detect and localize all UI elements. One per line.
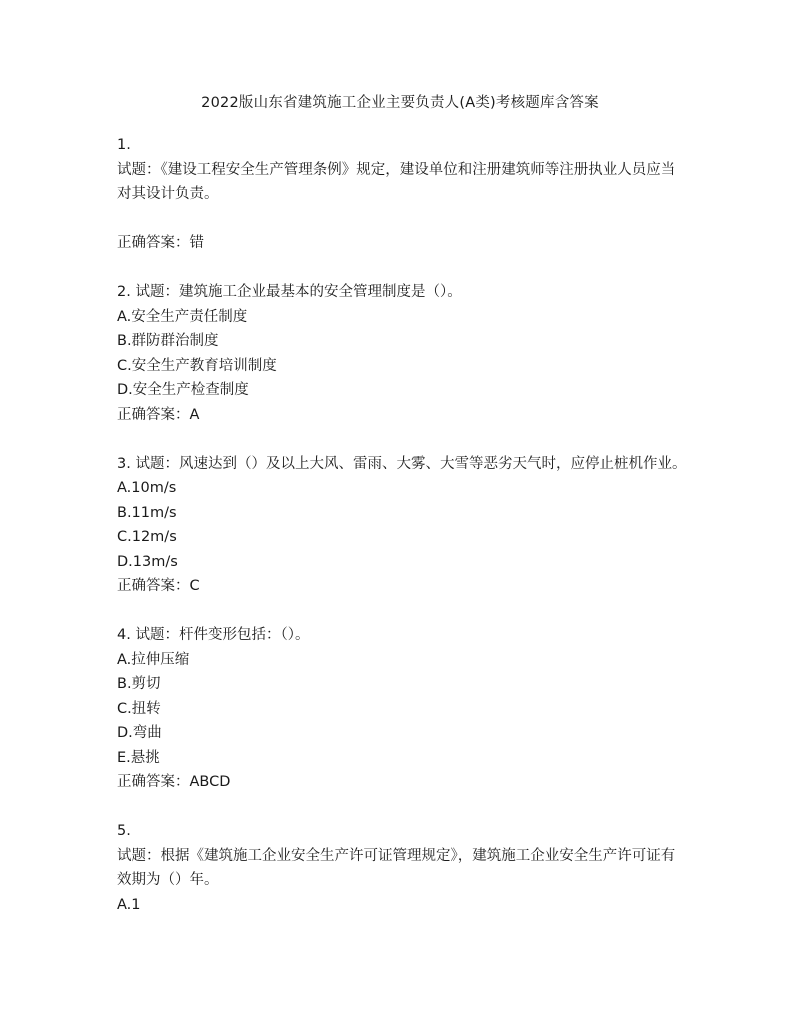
question-4 xyxy=(117,623,697,795)
option-a: A.安全生产责任制度 xyxy=(117,308,248,325)
option-b: B.11m/s xyxy=(117,504,177,521)
question-2 xyxy=(117,280,697,427)
answer-line: 正确答案：ABCD xyxy=(117,774,231,790)
spacer xyxy=(117,427,697,452)
question-stem-line: 效期为（）年。 xyxy=(117,872,219,888)
option-b: B.剪切 xyxy=(117,676,161,692)
spacer xyxy=(117,256,697,281)
option-a: A.10m/s xyxy=(117,480,177,496)
question-stem-line: 对其设计负责。 xyxy=(117,186,219,202)
question-number: 1. xyxy=(117,137,131,153)
option-d: D.安全生产检查制度 xyxy=(117,382,249,398)
answer-line: 正确答案：C xyxy=(117,578,200,594)
question-number: 5. xyxy=(117,823,131,839)
option-a: A.1 xyxy=(117,896,141,913)
question-stem-line: 2. 试题：建筑施工企业最基本的安全管理制度是（）。 xyxy=(117,284,462,300)
spacer xyxy=(117,207,697,232)
answer-line: 正确答案：A xyxy=(117,406,200,423)
option-c: C.12m/s xyxy=(117,529,177,545)
spacer xyxy=(117,599,697,624)
question-3 xyxy=(117,452,697,599)
answer-line: 正确答案：错 xyxy=(117,235,204,251)
question-stem-line: 3. 试题：风速达到（）及以上大风、雷雨、大雾、大雪等恶劣天气时，应停止桩机作业。 xyxy=(117,455,687,472)
option-d: D.13m/s xyxy=(117,553,178,570)
option-c: C.扭转 xyxy=(117,700,161,717)
question-stem-line: 试题：根据《建筑施工企业安全生产许可证管理规定》，建筑施工企业安全生产许可证有 xyxy=(117,847,676,864)
option-b: B.群防群治制度 xyxy=(117,333,219,349)
option-d: D.弯曲 xyxy=(117,725,162,741)
question-list xyxy=(117,133,697,917)
option-c: C.安全生产教育培训制度 xyxy=(117,357,277,374)
question-stem-line: 4. 试题：杆件变形包括：（）。 xyxy=(117,627,310,643)
option-a: A.拉伸压缩 xyxy=(117,651,190,668)
question-5 xyxy=(117,819,697,917)
question-stem-line: 试题：《建设工程安全生产管理条例》规定，建设单位和注册建筑师等注册执业人员应当 xyxy=(117,161,676,178)
spacer xyxy=(117,795,697,820)
question-1 xyxy=(117,133,697,256)
document-title: 2022版山东省建筑施工企业主要负责人(A类)考核题库含答案 xyxy=(201,95,599,111)
option-e: E.悬挑 xyxy=(117,749,160,766)
